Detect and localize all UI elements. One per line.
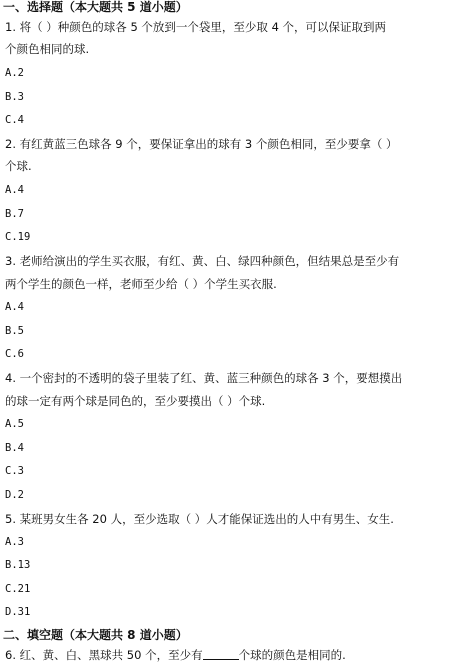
question-2-option-c: C.19 [5, 231, 31, 243]
question-5-option-c: C.21 [5, 583, 31, 595]
question-4-option-b: B.4 [5, 442, 24, 454]
question-6-text-after: 个球的颜色是相同的. [238, 648, 346, 662]
question-1-option-c: C.4 [5, 114, 24, 126]
question-4-line-2: 的球一定有两个球是同色的，至少要摸出（ ）个球. [5, 394, 266, 408]
question-6-line [5, 648, 455, 662]
question-6-text-before: 6. 红、黄、白、黑球共 50 个，至少有 [5, 648, 203, 662]
question-1-line-2: 个颜色相同的球. [5, 42, 90, 56]
question-1-line-1: 1. 将（ ）种颜色的球各 5 个放到一个袋里，至少取 4 个，可以保证取到两 [5, 20, 387, 34]
question-3-line-2: 两个学生的颜色一样，老师至少给（ ）个学生买衣服. [5, 277, 277, 291]
question-2-line-1: 2. 有红黄蓝三色球各 9 个，要保证拿出的球有 3 个颜色相同，至少要拿（ ） [5, 137, 398, 151]
question-4-option-d: D.2 [5, 489, 24, 501]
question-3-option-a: A.4 [5, 301, 24, 313]
question-3-option-c: C.6 [5, 348, 24, 360]
question-5-option-b: B.13 [5, 559, 31, 571]
question-3-line-1: 3. 老师给演出的学生买衣服，有红、黄、白、绿四种颜色，但结果总是至少有 [5, 254, 400, 268]
question-6-blank [203, 648, 239, 660]
question-4-option-a: A.5 [5, 418, 24, 430]
question-2-option-b: B.7 [5, 208, 24, 220]
question-4-option-c: C.3 [5, 465, 24, 477]
section-heading-fill-blank: 二、填空题（本大题共 8 道小题） [3, 628, 188, 642]
question-1-option-b: B.3 [5, 91, 24, 103]
section-heading-choice: 一、选择题（本大题共 5 道小题） [3, 0, 188, 14]
question-1-option-a: A.2 [5, 67, 24, 79]
question-2-line-2: 个球. [5, 159, 32, 173]
question-2-option-a: A.4 [5, 184, 24, 196]
question-5-option-d: D.31 [5, 606, 31, 618]
question-5-line-1: 5. 某班男女生各 20 人，至少选取（ ）人才能保证选出的人中有男生、女生. [5, 512, 394, 526]
question-3-option-b: B.5 [5, 325, 24, 337]
question-4-line-1: 4. 一个密封的不透明的袋子里装了红、黄、蓝三种颜色的球各 3 个，要想摸出 [5, 371, 403, 385]
question-5-option-a: A.3 [5, 536, 24, 548]
